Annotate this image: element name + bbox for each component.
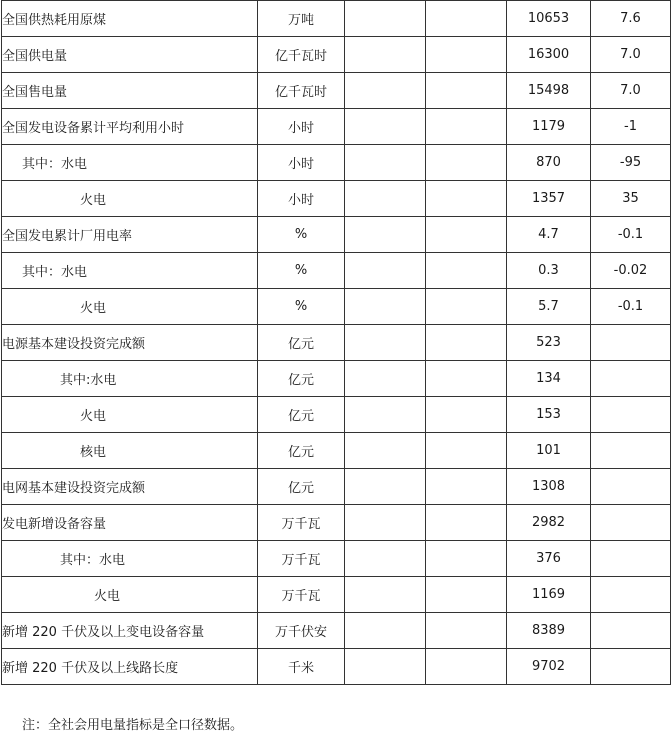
- value-cell: 1308: [507, 469, 591, 505]
- change-cell: 7.0: [591, 73, 671, 109]
- empty-cell: [426, 1, 507, 37]
- empty-cell: [345, 577, 426, 613]
- indicator-name: 全国发电累计厂用电率: [2, 217, 258, 253]
- table-row: [2, 541, 671, 577]
- unit-cell: 亿元: [258, 361, 345, 397]
- unit-cell: 亿千瓦时: [258, 73, 345, 109]
- empty-cell: [426, 217, 507, 253]
- value-cell: 134: [507, 361, 591, 397]
- value-cell: 1169: [507, 577, 591, 613]
- value-cell: 0.3: [507, 253, 591, 289]
- indicator-name: 全国发电设备累计平均利用小时: [2, 109, 258, 145]
- value-cell: 870: [507, 145, 591, 181]
- unit-cell: 小时: [258, 181, 345, 217]
- change-cell: [591, 649, 671, 685]
- empty-cell: [426, 73, 507, 109]
- empty-cell: [426, 325, 507, 361]
- table-row: [2, 181, 671, 217]
- empty-cell: [426, 397, 507, 433]
- change-cell: 35: [591, 181, 671, 217]
- statistics-table: [1, 0, 671, 685]
- unit-cell: 小时: [258, 145, 345, 181]
- empty-cell: [345, 361, 426, 397]
- value-cell: 153: [507, 397, 591, 433]
- empty-cell: [345, 541, 426, 577]
- unit-cell: 万千瓦: [258, 577, 345, 613]
- indicator-name: 新增 220 千伏及以上线路长度: [2, 649, 258, 685]
- indicator-name: 核电: [2, 433, 258, 469]
- value-cell: 523: [507, 325, 591, 361]
- empty-cell: [426, 253, 507, 289]
- empty-cell: [426, 649, 507, 685]
- change-cell: [591, 433, 671, 469]
- indicator-name: 火电: [2, 397, 258, 433]
- value-cell: 9702: [507, 649, 591, 685]
- value-cell: 5.7: [507, 289, 591, 325]
- empty-cell: [345, 181, 426, 217]
- table-body: [2, 1, 671, 685]
- table-row: [2, 361, 671, 397]
- value-cell: 376: [507, 541, 591, 577]
- empty-cell: [426, 505, 507, 541]
- unit-cell: 亿千瓦时: [258, 37, 345, 73]
- change-cell: [591, 613, 671, 649]
- unit-cell: %: [258, 253, 345, 289]
- table-row: [2, 289, 671, 325]
- indicator-name: 火电: [2, 289, 258, 325]
- empty-cell: [426, 541, 507, 577]
- empty-cell: [426, 289, 507, 325]
- table-row: [2, 577, 671, 613]
- indicator-name: 火电: [2, 181, 258, 217]
- change-cell: 7.6: [591, 1, 671, 37]
- table-row: [2, 325, 671, 361]
- empty-cell: [426, 613, 507, 649]
- empty-cell: [345, 649, 426, 685]
- unit-cell: 万千伏安: [258, 613, 345, 649]
- indicator-name: 其中:水电: [2, 361, 258, 397]
- empty-cell: [426, 109, 507, 145]
- change-cell: -0.1: [591, 217, 671, 253]
- empty-cell: [345, 325, 426, 361]
- table-row: [2, 217, 671, 253]
- empty-cell: [345, 145, 426, 181]
- change-cell: [591, 361, 671, 397]
- table-row: [2, 1, 671, 37]
- table-row: [2, 433, 671, 469]
- unit-cell: 万千瓦: [258, 541, 345, 577]
- table-row: [2, 397, 671, 433]
- table-row: [2, 109, 671, 145]
- table-row: [2, 253, 671, 289]
- empty-cell: [345, 217, 426, 253]
- unit-cell: 小时: [258, 109, 345, 145]
- indicator-name: 发电新增设备容量: [2, 505, 258, 541]
- value-cell: 16300: [507, 37, 591, 73]
- indicator-name: 其中：水电: [2, 253, 258, 289]
- footnote: 注：全社会用电量指标是全口径数据。: [22, 718, 244, 733]
- empty-cell: [345, 253, 426, 289]
- value-cell: 8389: [507, 613, 591, 649]
- unit-cell: 亿元: [258, 397, 345, 433]
- empty-cell: [426, 361, 507, 397]
- value-cell: 1357: [507, 181, 591, 217]
- unit-cell: 亿元: [258, 469, 345, 505]
- value-cell: 15498: [507, 73, 591, 109]
- indicator-name: 新增 220 千伏及以上变电设备容量: [2, 613, 258, 649]
- indicator-name: 全国供电量: [2, 37, 258, 73]
- table-row: [2, 613, 671, 649]
- empty-cell: [345, 505, 426, 541]
- change-cell: [591, 325, 671, 361]
- empty-cell: [426, 145, 507, 181]
- unit-cell: 亿元: [258, 325, 345, 361]
- value-cell: 101: [507, 433, 591, 469]
- indicator-name: 全国售电量: [2, 73, 258, 109]
- empty-cell: [345, 1, 426, 37]
- empty-cell: [426, 37, 507, 73]
- change-cell: -1: [591, 109, 671, 145]
- change-cell: [591, 397, 671, 433]
- change-cell: -95: [591, 145, 671, 181]
- table-row: [2, 469, 671, 505]
- empty-cell: [345, 73, 426, 109]
- empty-cell: [426, 577, 507, 613]
- table-row: [2, 505, 671, 541]
- empty-cell: [345, 469, 426, 505]
- unit-cell: 万吨: [258, 1, 345, 37]
- empty-cell: [426, 469, 507, 505]
- indicator-name: 全国供热耗用原煤: [2, 1, 258, 37]
- indicator-name: 电网基本建设投资完成额: [2, 469, 258, 505]
- value-cell: 4.7: [507, 217, 591, 253]
- value-cell: 2982: [507, 505, 591, 541]
- empty-cell: [345, 397, 426, 433]
- unit-cell: 亿元: [258, 433, 345, 469]
- unit-cell: 万千瓦: [258, 505, 345, 541]
- empty-cell: [345, 37, 426, 73]
- unit-cell: 千米: [258, 649, 345, 685]
- indicator-name: 电源基本建设投资完成额: [2, 325, 258, 361]
- value-cell: 1179: [507, 109, 591, 145]
- value-cell: 10653: [507, 1, 591, 37]
- indicator-name: 火电: [2, 577, 258, 613]
- change-cell: [591, 505, 671, 541]
- table-row: [2, 649, 671, 685]
- table-row: [2, 73, 671, 109]
- empty-cell: [345, 109, 426, 145]
- empty-cell: [345, 289, 426, 325]
- indicator-name: 其中：水电: [2, 145, 258, 181]
- change-cell: [591, 541, 671, 577]
- empty-cell: [345, 613, 426, 649]
- unit-cell: %: [258, 289, 345, 325]
- change-cell: [591, 577, 671, 613]
- empty-cell: [345, 433, 426, 469]
- change-cell: -0.1: [591, 289, 671, 325]
- change-cell: 7.0: [591, 37, 671, 73]
- change-cell: -0.02: [591, 253, 671, 289]
- change-cell: [591, 469, 671, 505]
- unit-cell: %: [258, 217, 345, 253]
- table-row: [2, 145, 671, 181]
- empty-cell: [426, 433, 507, 469]
- empty-cell: [426, 181, 507, 217]
- indicator-name: 其中：水电: [2, 541, 258, 577]
- table-row: [2, 37, 671, 73]
